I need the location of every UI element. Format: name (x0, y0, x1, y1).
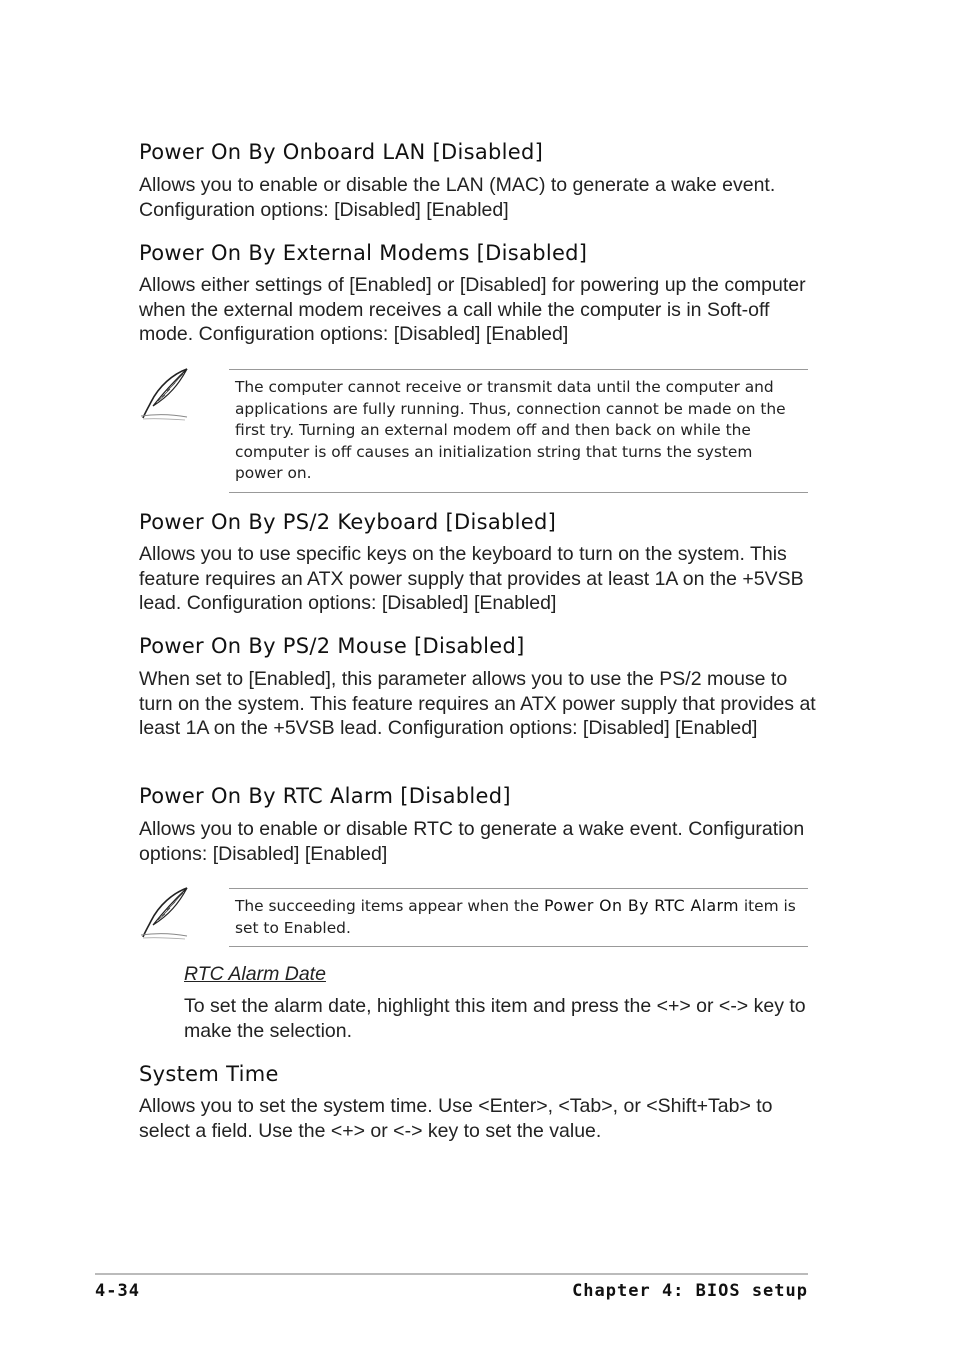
section-heading-external-modems: Power On By External Modems [Disabled] (139, 241, 588, 265)
section-heading-ps2-mouse: Power On By PS/2 Mouse [Disabled] (139, 634, 525, 658)
section-body-onboard-lan: Allows you to enable or disable the LAN (MAC) to generate a wake event. Configuration options: [Disabled] [Enabled] (139, 174, 776, 221)
section-body-external-modems: Allows either settings of [Enabled] or [Disabled] for powering up the computer when the external modem receives a call while the computer is in Soft-off mode. Configuration options: [Disabled] [Enabled] (139, 274, 806, 345)
section-body-system-time: Allows you to set the system time. Use <Enter>, <Tab>, or <Shift+Tab> to select a field. Use the <+> or <-> key to set the value. (139, 1095, 773, 1142)
subsection-body-rtc-alarm-date: To set the alarm date, highlight this item and press the <+> or <-> key to make the selection. (184, 995, 806, 1042)
chapter-title: Chapter 4: BIOS setup (572, 1281, 808, 1301)
quill-icon (137, 366, 191, 422)
note-bottom-rule (229, 492, 808, 493)
note-text-modem: The computer cannot receive or transmit data until the computer and applications are fully running. Thus, connection cannot be made on the first try. Turning an external modem off and then back on while the computer is off causes an initialization string that turns the system power on. (235, 378, 786, 483)
note-top-rule (229, 888, 808, 889)
section-heading-ps2-keyboard: Power On By PS/2 Keyboard [Disabled] (139, 510, 557, 534)
page-number: 4-34 (95, 1281, 140, 1301)
note-top-rule (229, 369, 808, 370)
note-text-rtc (235, 895, 803, 939)
section-body-ps2-keyboard: Allows you to use specific keys on the keyboard to turn on the system. This feature requires an ATX power supply that provides at least 1A on the +5VSB lead. Configuration options: [Disabled] [Enabled] (139, 543, 804, 614)
subsection-title-rtc-alarm-date: RTC Alarm Date (184, 963, 326, 985)
footer-rule (95, 1273, 808, 1275)
section-body-rtc-alarm: Allows you to enable or disable RTC to generate a wake event. Configuration options: [Disabled] [Enabled] (139, 818, 805, 865)
note-bottom-rule (229, 946, 808, 947)
note-text-before: The succeeding items appear when the (235, 897, 544, 915)
note-text-after: item is set to Enabled. (235, 897, 796, 937)
quill-icon (137, 885, 191, 941)
section-heading-onboard-lan: Power On By Onboard LAN [Disabled] (139, 140, 544, 164)
section-body-ps2-mouse: When set to [Enabled], this parameter allows you to use the PS/2 mouse to turn on the system. This feature requires an ATX power supply that provides at least 1A on the +5VSB lead. Configuration options: [Disabled] [Enabled] (139, 668, 816, 739)
note-highlight: Power On By RTC Alarm (544, 896, 739, 915)
section-heading-rtc-alarm: Power On By RTC Alarm [Disabled] (139, 784, 511, 808)
section-heading-system-time: System Time (139, 1062, 279, 1086)
